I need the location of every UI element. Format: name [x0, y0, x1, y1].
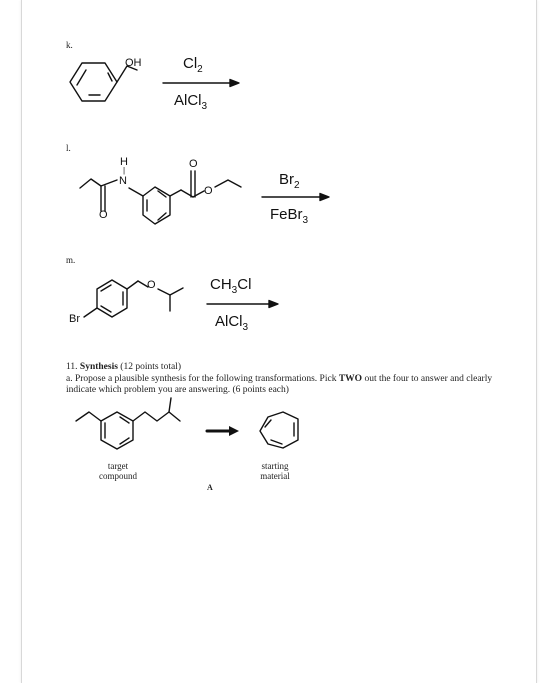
m-bromophenyl-ether-structure	[84, 280, 183, 317]
synthesis-arrow	[207, 426, 239, 436]
k-reagent-top-subscript: 2	[197, 64, 203, 75]
k-reagent-cl2	[183, 55, 203, 75]
target-compound-structure	[76, 398, 180, 449]
benzene-starting-material-structure	[260, 412, 298, 448]
starting-caption-line2: material	[260, 471, 290, 481]
l-reagent-bottom-subscript: 3	[302, 215, 309, 226]
k-reagent-alcl3	[174, 92, 207, 112]
k-reagent-top-text: Cl	[183, 55, 198, 72]
m-reagent-ch3cl	[210, 276, 251, 296]
l-reagent-br2	[279, 171, 300, 191]
synthesis-heading	[66, 362, 516, 373]
m-br-atom: Br	[69, 313, 80, 325]
instructions-part-b: out the four to answer and clearly indicate which problem you are answering. (6 points each)	[66, 374, 493, 395]
l-ester-o-atom: O	[204, 185, 213, 197]
m-o-atom: O	[147, 279, 156, 291]
l-ester-carbonyl-o-atom: O	[189, 158, 198, 170]
instructions-part-a: a. Propose a plausible synthesis for the following transformations. Pick	[66, 374, 337, 384]
l-reaction-arrow	[262, 194, 329, 201]
m-reagent-alcl3	[215, 313, 248, 333]
m-reagent-bottom-subscript: 3	[242, 322, 249, 333]
l-reagent-bottom-text: FeBr	[270, 206, 303, 223]
synthesis-number: 11.	[66, 362, 78, 372]
target-caption-line1: target	[107, 461, 129, 471]
m-reagent-top-subscript: 3	[231, 285, 238, 296]
l-reagent-top-text: Br	[279, 171, 294, 188]
k-reagent-bottom-subscript: 3	[201, 101, 208, 112]
target-caption-line2: compound	[99, 471, 137, 481]
target-caption	[88, 461, 148, 481]
k-label: k.	[66, 40, 73, 50]
l-h-atom: H	[120, 156, 128, 168]
k-reagent-bottom-text: AlCl	[174, 92, 202, 109]
m-reagent-bottom-text: AlCl	[215, 313, 243, 330]
l-nh-bond: |	[123, 166, 126, 175]
synthesis-title: Synthesis	[79, 362, 118, 372]
synthesis-points: (12 points total)	[120, 362, 181, 372]
part-a-label: A	[207, 483, 213, 492]
l-amide-o-atom: O	[99, 209, 108, 221]
l-reagent-top-subscript: 2	[294, 180, 300, 191]
l-n-atom: N	[119, 175, 127, 187]
m-reagent-top-text: CH	[210, 276, 232, 293]
instructions-emphasis: TWO	[338, 374, 363, 384]
m-reaction-arrow	[207, 301, 278, 308]
k-reaction-arrow	[163, 80, 239, 87]
k-oh-atom: OH	[125, 57, 142, 69]
l-reagent-febr3	[270, 206, 308, 226]
m-label: m.	[66, 255, 76, 265]
starting-caption-line1: starting	[261, 461, 289, 471]
synthesis-instructions	[66, 374, 516, 396]
l-label: l.	[66, 143, 71, 153]
starting-caption	[245, 461, 305, 481]
m-reagent-top-tail: Cl	[237, 276, 252, 293]
